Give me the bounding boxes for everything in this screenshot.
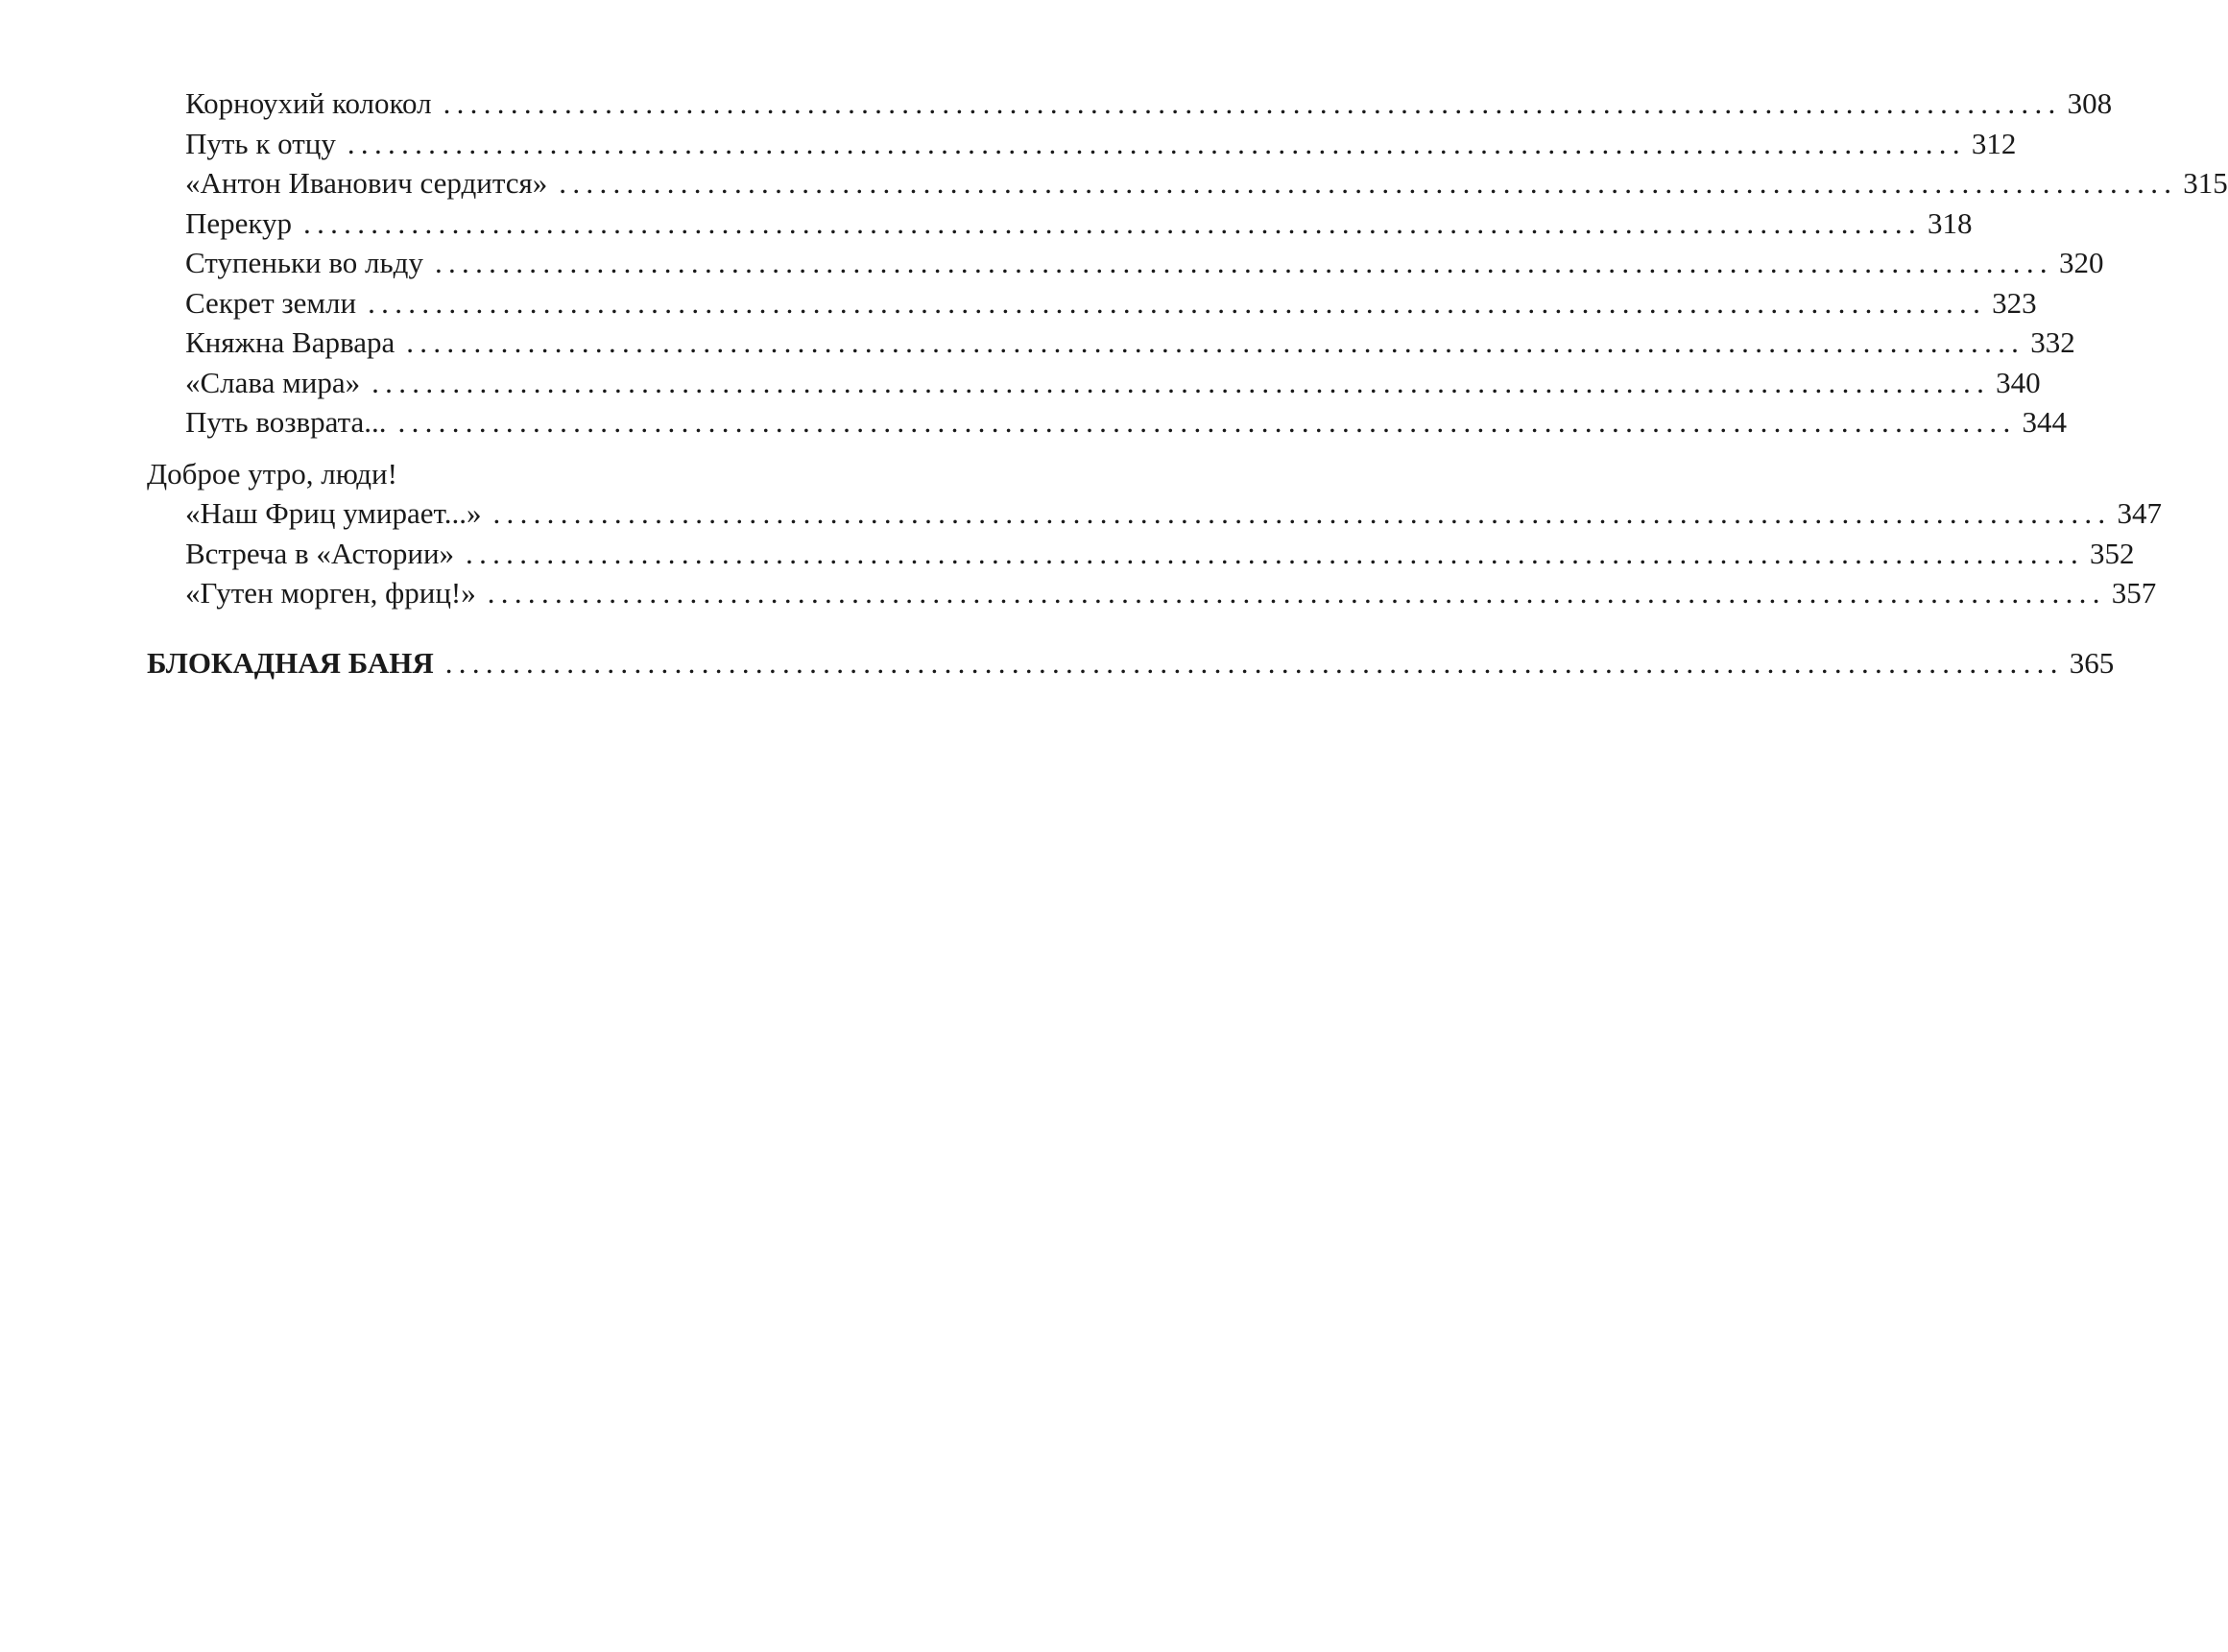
toc-entry: [147, 124, 2017, 164]
entry-page-number: 357: [2111, 576, 2157, 610]
toc-entry: [147, 534, 2135, 574]
dot-leader: ........................................................................................................................: [371, 365, 1991, 399]
dot-leader: ........................................................................................................................: [368, 285, 1987, 320]
entry-page-number: 312: [1971, 126, 2017, 160]
dot-leader: ........................................................................................................................: [347, 126, 1966, 160]
dot-leader: ........................................................................................................................: [466, 536, 2085, 570]
entry-page-number: 344: [2022, 405, 2068, 439]
entry-title: Секрет земли: [185, 285, 357, 320]
part-entry: [147, 643, 2115, 683]
entry-page-number: 320: [2058, 246, 2104, 279]
entry-title: «Слава мира»: [185, 365, 361, 399]
entry-title: «Антон Иванович сердится»: [185, 166, 548, 200]
toc-entry: [147, 402, 2068, 443]
toc-entry: [147, 323, 2075, 363]
toc-entry: [147, 493, 2162, 534]
entry-title: «Гутен морген, фриц!»: [185, 576, 476, 610]
entry-title: Встреча в «Астории»: [185, 536, 455, 570]
entry-title: Путь к отцу: [185, 126, 336, 160]
dot-leader: ........................................................................................................................: [443, 86, 2062, 120]
toc-entry: [147, 84, 2113, 124]
toc-entry: [147, 163, 2228, 204]
entry-page-number: 352: [2090, 536, 2135, 570]
toc-entry: [147, 283, 2037, 323]
dot-leader: ........................................................................................................................: [406, 325, 2025, 359]
dot-leader: ........................................................................................................................: [444, 645, 2064, 680]
entry-page-number: 318: [1928, 205, 1973, 240]
entry-page-number: 347: [2117, 496, 2162, 530]
entry-title: Путь возврата...: [185, 405, 387, 439]
entry-page-number: 308: [2067, 86, 2113, 120]
section-heading: Доброе утро, люди!: [147, 456, 397, 491]
part-page-number: 365: [2069, 645, 2115, 680]
dot-leader: ........................................................................................................................: [434, 246, 2053, 279]
toc-entry: [147, 204, 1973, 244]
entry-page-number: 340: [1996, 365, 2041, 399]
entry-title: Перекур: [185, 205, 293, 240]
toc-entry: [147, 573, 2157, 613]
toc-entry: [147, 243, 2104, 283]
entry-title: Княжна Варвара: [185, 325, 395, 359]
dot-leader: ........................................................................................................................: [397, 405, 2017, 439]
entry-title: Корноухий колокол: [185, 86, 432, 120]
entry-title: Ступеньки во льду: [185, 246, 423, 279]
dot-leader: ........................................................................................................................: [487, 576, 2106, 610]
entry-page-number: 323: [1992, 285, 2037, 320]
table-of-contents: [147, 84, 2228, 682]
dot-leader: ........................................................................................................................: [303, 205, 1923, 240]
part-title: БЛОКАДНАЯ БАНЯ: [147, 645, 434, 680]
toc-entry: [147, 363, 2041, 403]
dot-leader: ........................................................................................................................: [559, 166, 2178, 200]
dot-leader: ........................................................................................................................: [492, 496, 2112, 530]
entry-title: «Наш Фриц умирает...»: [185, 496, 482, 530]
entry-page-number: 332: [2030, 325, 2075, 359]
entry-page-number: 315: [2183, 166, 2228, 200]
